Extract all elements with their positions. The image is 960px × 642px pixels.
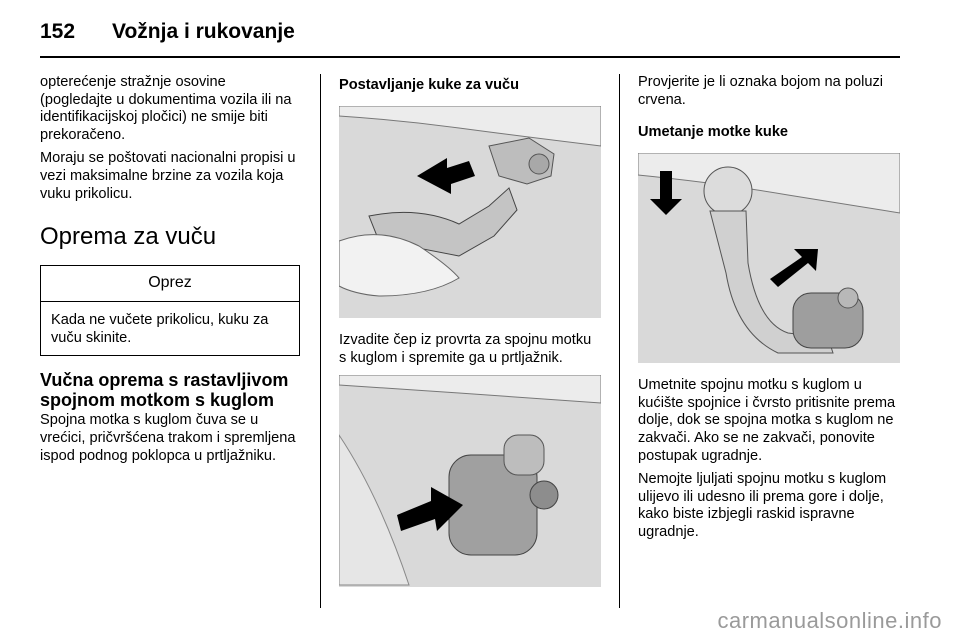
paragraph: Spojna motka s kuglom čuva se u vrećici, pričvršćena trakom i spremljena ispod podnog poklopca u prtljažniku. (40, 412, 296, 464)
figure-ball-insert (638, 153, 900, 363)
paragraph: Izvadite čep iz provrta za spojnu motku s kuglom i spremite ga u prtljažnik. (339, 332, 592, 366)
subheading: Vučna oprema s rastavljivom spojnom motkom s kuglom (40, 370, 289, 411)
paragraph: Umetnite spojnu motku s kuglom u kućište spojnice i čvrsto pritisnite prema dolje, dok se spojna motka s kuglom ne zakvači. Ako se ne zakvači, ponovite postupak ugradnje. (638, 377, 896, 464)
watermark: carmanualsonline.info (717, 608, 942, 633)
column-divider (619, 74, 620, 608)
figure-plug-removal (339, 106, 601, 318)
subheading: Umetanje motke kuke (638, 124, 789, 141)
caution-box (40, 265, 300, 356)
paragraph: Moraju se poštovati nacionalni propisi u vezi maksimalne brzine za vozila koja vuku prikolicu. (40, 150, 296, 202)
caution-body (41, 302, 299, 355)
paragraph: Nemojte ljuljati spojnu motku s kuglom ulijevo ili udesno ili prema gore i dolje, kako biste izbjegli raskid ispravne ugradnje. (638, 471, 887, 540)
subheading: Postavljanje kuke za vuču (339, 77, 520, 93)
caution-title: Oprez (41, 266, 299, 302)
page-number: 152 (40, 20, 76, 43)
figure-plug-hole (339, 375, 601, 587)
column-1 (40, 74, 302, 471)
section-title: Vožnja i rukovanje (112, 20, 295, 43)
column-divider (320, 74, 321, 608)
header-rule (40, 56, 900, 58)
page-header (40, 12, 900, 54)
paragraph: Provjerite je li oznaka bojom na poluzi crvena. (638, 74, 883, 108)
paragraph: opterećenje stražnje osovine (pogledajte u dokumentima vozila ili na identifikacijskoj pločici) ne smije biti prekoračeno. (40, 74, 292, 143)
caution-text: Kada ne vučete prikolicu, kuku za vuču skinite. (51, 312, 269, 346)
section-heading: Oprema za vuču (40, 223, 217, 251)
column-3 (638, 74, 900, 548)
column-2 (339, 74, 601, 601)
